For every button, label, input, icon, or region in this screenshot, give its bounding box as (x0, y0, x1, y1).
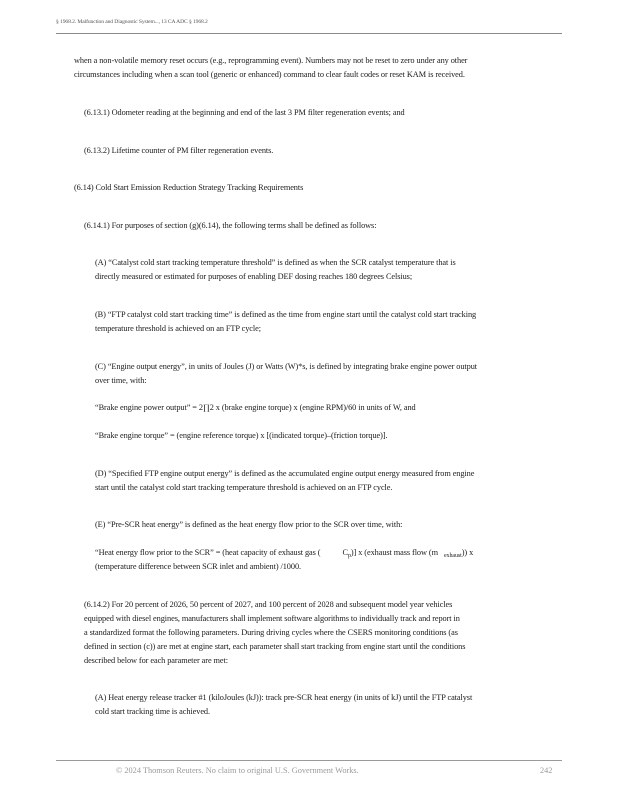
section-6-13-1: (6.13.1) Odometer reading at the beginning and end of the last 3 PM filter regeneration events; and (84, 108, 405, 117)
section-6-13-2: (6.13.2) Lifetime counter of PM filter regeneration events. (84, 146, 274, 155)
definition-c-line: over time, with: (95, 376, 147, 385)
footer-copyright: © 2024 Thomson Reuters. No claim to original U.S. Government Works. (116, 766, 359, 775)
formula-brake-torque: “Brake engine torque” = (engine reference torque) x [(indicated torque)–(friction torque)]. (95, 431, 388, 440)
footer-divider (56, 760, 562, 761)
paragraph-line: circumstances including when a scan tool (generic or enhanced) command to clear fault codes or reset KAM is received. (74, 70, 465, 79)
definition-a-line: directly measured or estimated for purposes of enabling DEF dosing reaches 180 degrees Celsius; (95, 272, 413, 281)
definition-c-line: (C) “Engine output energy”, in units of Joules (J) or Watts (W)*s, is defined by integrating brake engine power output (95, 362, 477, 371)
section-6-14-2-line: defined in section (c)) are met at engine start, each parameter shall start tracking from engine start until the conditions (84, 642, 466, 651)
definition-d-line: start until the catalyst cold start tracking temperature threshold is achieved on an FTP cycle. (95, 483, 393, 492)
section-6-14-2-line: described below for each parameter are met: (84, 656, 228, 665)
formula-brake-power: “Brake engine power output” = 2∏2 x (brake engine torque) x (engine RPM)/60 in units of W, and (95, 403, 416, 412)
formula-exhaust-subscript: exhaust (443, 553, 462, 559)
definition-e-line: (E) “Pre-SCR heat energy” is defined as the heat energy flow prior to the SCR over time, with: (95, 520, 403, 529)
formula-cp-subscript: p (347, 553, 351, 559)
definition-b-line: (B) “FTP catalyst cold start tracking time” is defined as the time from engine start until the catalyst cold start tracking (95, 310, 477, 319)
formula-heat-part1: “Heat energy flow prior to the SCR” = (heat capacity of exhaust gas ( (95, 548, 321, 557)
formula-heat-line2: (temperature difference between SCR inlet and ambient) /1000. (95, 562, 302, 571)
section-6-14-2-line: (6.14.2) For 20 percent of 2026, 50 percent of 2027, and 100 percent of 2028 and subsequent model year vehicles (84, 600, 453, 609)
running-header: § 1968.2. Malfunction and Diagnostic System..., 13 CA ADC § 1968.2 (56, 19, 208, 25)
paragraph-line: when a non-volatile memory reset occurs (e.g., reprogramming event). Numbers may not be reset to zero under any other (74, 56, 468, 65)
definition-d-line: (D) “Specified FTP engine output energy” is defined as the accumulated engine output energy measured from engine (95, 469, 475, 478)
formula-heat-part2: )] x (exhaust mass flow (m (350, 548, 438, 557)
page-number: 242 (540, 766, 553, 775)
section-6-14-heading: (6.14) Cold Start Emission Reduction Strategy Tracking Requirements (74, 183, 304, 192)
tracker-a-line: cold start tracking time is achieved. (95, 707, 210, 716)
formula-heat-part3: )) x (461, 548, 474, 557)
section-6-14-2-line: a standardized format the following parameters. During driving cycles where the CSERS monitoring conditions (as (84, 628, 458, 637)
section-6-14-2-line: equipped with diesel engines, manufacturers shall implement software algorithms to individually track and report in (84, 614, 460, 623)
section-6-14-1: (6.14.1) For purposes of section (g)(6.14), the following terms shall be defined as follows: (84, 221, 377, 230)
definition-a-line: (A) “Catalyst cold start tracking temperature threshold” is defined as when the SCR catalyst temperature that is (95, 258, 456, 267)
definition-b-line: temperature threshold is achieved on an FTP cycle; (95, 324, 261, 333)
header-divider (56, 33, 562, 34)
formula-cp: C (342, 548, 348, 557)
tracker-a-line: (A) Heat energy release tracker #1 (kiloJoules (kJ)): track pre-SCR heat energy (in units of kJ) until the FTP catalyst (95, 693, 473, 702)
